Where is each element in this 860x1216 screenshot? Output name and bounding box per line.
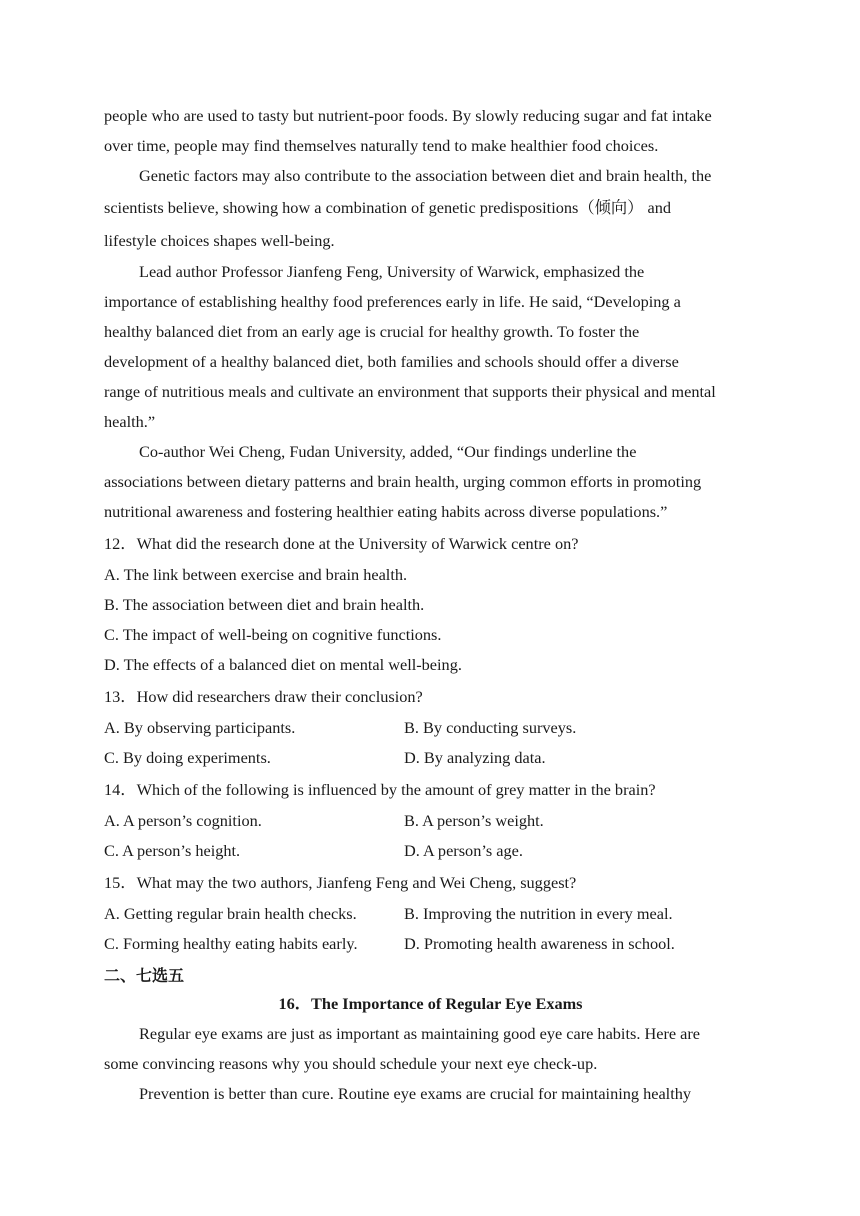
question-number: 13． xyxy=(104,687,137,706)
document-page xyxy=(104,101,757,1109)
text-line: over time, people may find themselves naturally tend to make healthier food choices. xyxy=(104,136,659,155)
option-row xyxy=(104,806,757,836)
text-line: range of nutritious meals and cultivate an environment that supports their physical and mental xyxy=(104,382,716,401)
question-number: 12． xyxy=(104,534,137,553)
text-line: people who are used to tasty but nutrient-poor foods. By slowly reducing sugar and fat intake xyxy=(104,106,712,125)
paragraph xyxy=(104,257,757,437)
option-b: B. A person’s weight. xyxy=(404,811,544,830)
question-14 xyxy=(104,773,757,866)
option-row xyxy=(104,836,757,866)
question-text: What may the two authors, Jianfeng Feng and Wei Cheng, suggest? xyxy=(136,873,577,892)
option-a: A. Getting regular brain health checks. xyxy=(104,904,357,923)
section-heading: 二、七选五 xyxy=(104,966,185,985)
text-line: Genetic factors may also contribute to the association between diet and brain health, the xyxy=(139,166,712,185)
option-d: D. A person’s age. xyxy=(404,841,523,860)
text-line: some convincing reasons why you should schedule your next eye check-up. xyxy=(104,1054,598,1073)
paragraph xyxy=(104,437,757,527)
option-c: C. By doing experiments. xyxy=(104,748,271,767)
text-line: scientists believe, showing how a combination of genetic predispositions（倾向） and xyxy=(104,198,672,217)
option-d: D. The effects of a balanced diet on mental well-being. xyxy=(104,655,462,674)
text-line: Co-author Wei Cheng, Fudan University, added, “Our findings underline the xyxy=(139,442,637,461)
question-stem xyxy=(104,866,757,899)
question-number: 15． xyxy=(104,873,137,892)
text-line: nutritional awareness and fostering healthier eating habits across diverse populations.” xyxy=(104,502,668,521)
text-line: development of a healthy balanced diet, both families and schools should offer a diverse xyxy=(104,352,679,371)
paragraph xyxy=(104,161,757,257)
option-d: D. Promoting health awareness in school. xyxy=(404,934,675,953)
question-number: 14． xyxy=(104,780,137,799)
option-c: C. Forming healthy eating habits early. xyxy=(104,934,358,953)
option-row xyxy=(104,713,757,743)
option-row xyxy=(104,929,757,959)
text-line: associations between dietary patterns and brain health, urging common efforts in promoting xyxy=(104,472,702,491)
option-a: A. By observing participants. xyxy=(104,718,296,737)
question-text: How did researchers draw their conclusion? xyxy=(136,687,423,706)
text-line: lifestyle choices shapes well-being. xyxy=(104,231,335,250)
question-15 xyxy=(104,866,757,959)
option-row xyxy=(104,743,757,773)
option-d: D. By analyzing data. xyxy=(404,748,546,767)
question-12 xyxy=(104,527,757,680)
question-13 xyxy=(104,680,757,773)
option-row xyxy=(104,899,757,929)
paragraph xyxy=(104,1079,757,1109)
text-line: importance of establishing healthy food preferences early in life. He said, “Developing a xyxy=(104,292,681,311)
option-b: B. The association between diet and brain health. xyxy=(104,595,425,614)
text-line: health.” xyxy=(104,412,156,431)
text-line: Regular eye exams are just as important as maintaining good eye care habits. Here are xyxy=(139,1024,701,1043)
paragraph xyxy=(104,1019,757,1079)
question-stem xyxy=(104,680,757,713)
option-c: C. The impact of well-being on cognitive functions. xyxy=(104,625,442,644)
passage-title: 16．The Importance of Regular Eye Exams xyxy=(278,994,583,1013)
text-line: Prevention is better than cure. Routine eye exams are crucial for maintaining healthy xyxy=(139,1084,692,1103)
question-stem xyxy=(104,773,757,806)
option-b: B. Improving the nutrition in every meal. xyxy=(404,904,673,923)
option-a: A. A person’s cognition. xyxy=(104,811,262,830)
question-text: Which of the following is influenced by the amount of grey matter in the brain? xyxy=(136,780,656,799)
text-line: healthy balanced diet from an early age is crucial for healthy growth. To foster the xyxy=(104,322,640,341)
option-c: C. A person’s height. xyxy=(104,841,241,860)
option-b: B. By conducting surveys. xyxy=(404,718,577,737)
option-a: A. The link between exercise and brain health. xyxy=(104,565,408,584)
paragraph xyxy=(104,101,757,161)
text-line: Lead author Professor Jianfeng Feng, University of Warwick, emphasized the xyxy=(139,262,645,281)
question-text: What did the research done at the University of Warwick centre on? xyxy=(136,534,579,553)
question-stem xyxy=(104,527,757,560)
